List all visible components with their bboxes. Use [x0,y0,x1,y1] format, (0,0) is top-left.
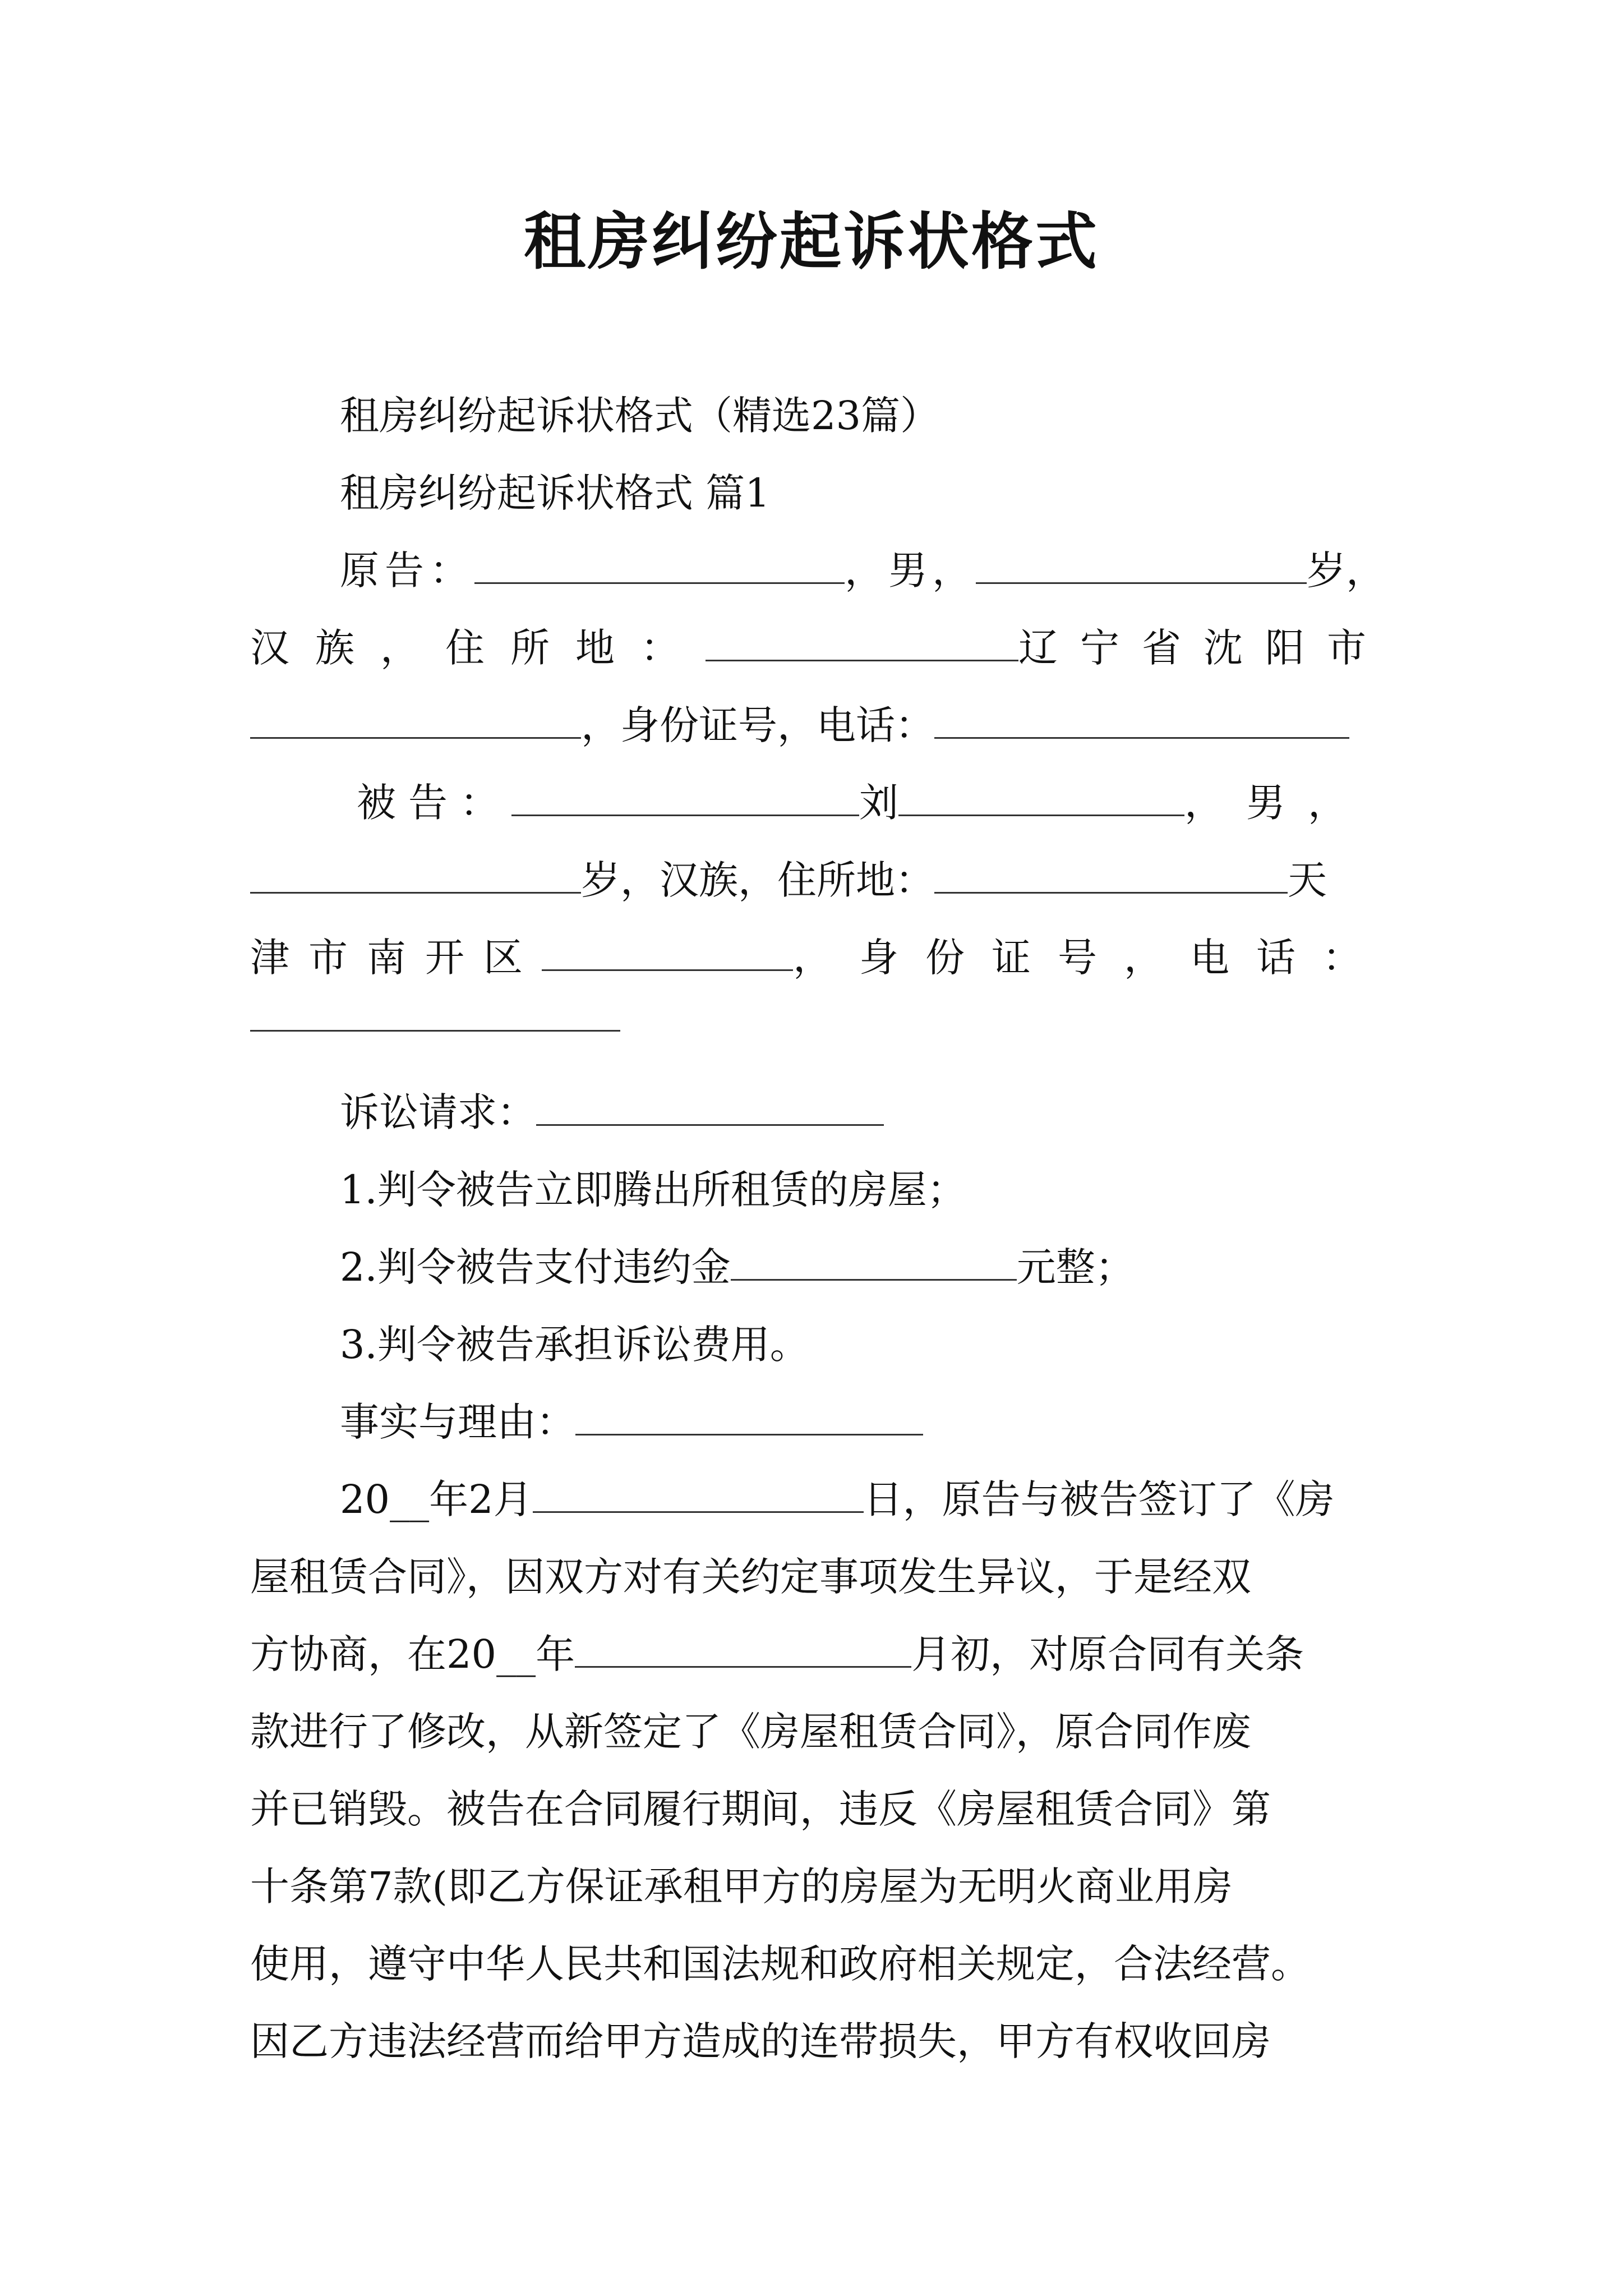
date-day-blank [533,1478,864,1513]
facts-line [250,1383,1478,1461]
claims-line [250,1074,1478,1151]
claim-item [250,1306,1478,1383]
claim-item [250,1151,1478,1228]
defendant-address-line [250,841,1389,919]
address-blank [706,626,1018,661]
id-phone-label: ，身份证号，电话： [581,702,934,748]
defendant-surname: 刘 [859,780,898,826]
section-heading: 租房纠纷起诉状格式 篇1 [340,470,770,516]
facts-text-6: 十条第7款(即乙方保证承租甲方的房屋为无明火商业用房 [250,1864,1233,1910]
claim-3: 3.判令被告承担诉讼费用。 [340,1322,809,1368]
plaintiff-address-line [250,609,1389,687]
defendant-address-label: 岁，汉族，住所地： [581,857,934,903]
paragraph-line [250,1770,1389,1848]
facts-blank [575,1400,923,1435]
paragraph-line [250,1616,1389,1693]
defendant-label: 被告： [357,780,511,826]
address-label: 汉族，住所地： [250,625,706,671]
claim-2-end: 元整； [1016,1244,1135,1290]
facts-text-4: 款进行了修改，从新签定了《房屋租赁合同》，原合同作废 [250,1709,1251,1755]
paragraph-line [250,1461,1478,1538]
document-body [250,377,1389,2080]
facts-text-5: 并已销毁。被告在合同履行期间，违反《房屋租赁合同》第 [250,1786,1271,1832]
phone-blank [934,703,1349,739]
facts-text-3b: 月初，对原合同有关条 [911,1631,1304,1677]
defendant-age-blank [250,858,581,894]
age-blank [976,549,1307,584]
claim-2: 2.判令被告支付违约金 [340,1244,731,1290]
subtitle: 租房纠纷起诉状格式（精选23篇） [340,393,940,439]
address-detail-blank [250,703,581,739]
defendant-address-blank [934,858,1288,894]
gender-text: ，男， [845,547,976,593]
plaintiff-name-blank [474,549,845,584]
defendant-id-line [250,919,1389,996]
facts-text-1a: 20__年2月 [340,1476,533,1522]
facts-text-1b: 日，原告与被告签订了《房 [863,1476,1335,1522]
defendant-blank [511,781,859,816]
plaintiff-label: 原告： [340,547,474,593]
paragraph-line [250,1848,1389,1925]
paragraph-line [250,1925,1389,2003]
defendant-line [250,764,1495,841]
defendant-district-blank [542,936,793,971]
paragraph-line [250,1538,1389,1616]
defendant-phone-blank [250,996,620,1032]
facts-text-2: 屋租赁合同》，因双方对有关约定事项发生异议，于是经双 [250,1554,1251,1600]
plaintiff-line [250,532,1478,609]
claim-1: 1.判令被告立即腾出所租赁的房屋； [340,1167,966,1213]
address-city: 辽宁省沈阳市 [1018,625,1389,671]
defendant-gender: ，男， [1184,780,1370,826]
facts-text-7: 使用，遵守中华人民共和国法规和政府相关规定，合法经营。 [250,1941,1310,1987]
defendant-district: 津市南开区 [250,935,542,981]
claims-blank [536,1091,884,1126]
date-month-blank [575,1632,911,1668]
paragraph-line [250,1693,1389,1770]
paragraph-line [250,2003,1389,2080]
facts-text-3a: 方协商，在20__年 [250,1631,575,1677]
document-title: 租房纠纷起诉状格式 [524,205,1099,278]
age-label: 岁， [1307,547,1385,593]
defendant-city-start: 天 [1288,857,1327,903]
plaintiff-id-line [250,687,1389,764]
facts-text-8: 因乙方违法经营而给甲方造成的连带损失，甲方有权收回房 [250,2018,1271,2064]
facts-label: 事实与理由： [340,1399,575,1445]
paragraph-line [250,454,1478,532]
defendant-phone-line [250,996,1389,1074]
claims-label: 诉讼请求： [340,1089,536,1135]
defendant-name-blank [898,781,1184,816]
defendant-id-label: ，身份证号，电话： [793,935,1389,981]
claim-item [250,1228,1478,1306]
penalty-amount-blank [731,1245,1017,1281]
paragraph-line [250,377,1478,454]
